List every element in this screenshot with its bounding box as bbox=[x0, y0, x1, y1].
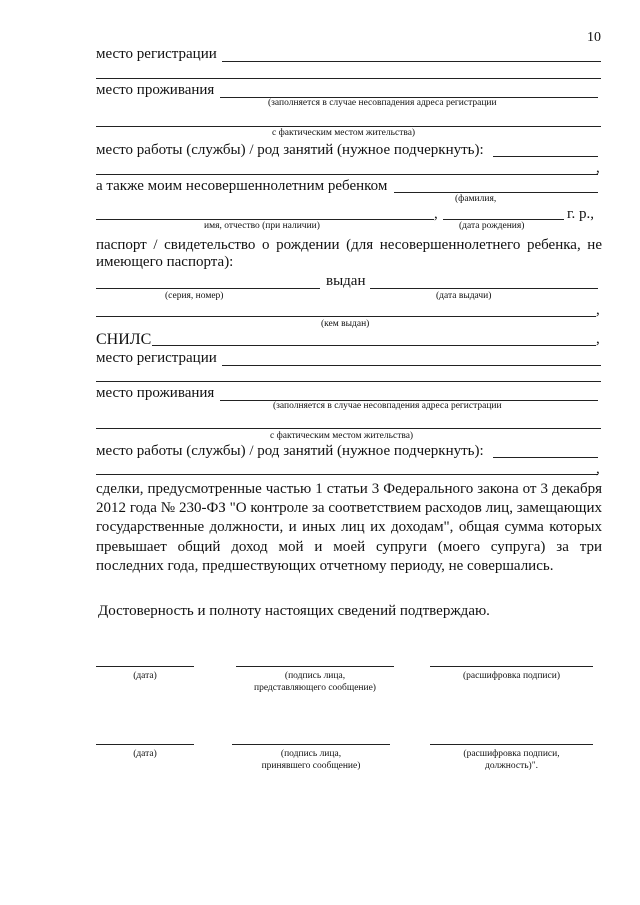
passport-text: паспорт / свидетельство о рождении (для несовершеннолетнего ребенка, не имеющего паспорта): bbox=[96, 237, 602, 270]
work-line-b2-2 bbox=[96, 474, 598, 475]
snils-label: СНИЛС bbox=[96, 331, 152, 348]
decode-caption-2-line2: должность)". bbox=[485, 761, 538, 771]
date-caption-1: (дата) bbox=[133, 671, 157, 681]
date-caption-2: (дата) bbox=[133, 749, 157, 759]
registration-line bbox=[222, 61, 601, 62]
name-caption: имя, отчество (при наличии) bbox=[204, 221, 320, 231]
page-number: 10 bbox=[587, 30, 601, 45]
signature-line-1 bbox=[236, 666, 394, 667]
work-line-b2 bbox=[493, 457, 598, 458]
residence-note-cont: с фактическим местом жительства) bbox=[272, 128, 416, 138]
snils-comma: , bbox=[596, 331, 600, 347]
work-label: место работы (службы) / род занятий (нужное подчеркнуть): bbox=[96, 142, 484, 158]
decode-line-1 bbox=[430, 666, 593, 667]
registration-line-b2-2 bbox=[96, 381, 601, 382]
series-caption: (серия, номер) bbox=[165, 291, 224, 301]
decode-caption-2 bbox=[430, 748, 593, 772]
registration-line-2 bbox=[96, 78, 601, 79]
date-line-1 bbox=[96, 666, 194, 667]
birth-caption: (дата рождения) bbox=[459, 221, 525, 231]
residence-note-2: (заполняется в случае несовпадения адреса регистрации bbox=[273, 401, 502, 411]
issued-by-comma: , bbox=[596, 302, 600, 318]
snils-line bbox=[152, 345, 596, 346]
registration-label: место регистрации bbox=[96, 46, 217, 62]
work-line-2 bbox=[96, 174, 598, 175]
issued-by-line bbox=[96, 316, 596, 317]
signature-caption-1 bbox=[236, 670, 394, 694]
signature-caption-1-line2: представляющего сообщение) bbox=[254, 683, 376, 693]
residence-note: (заполняется в случае несовпадения адреса регистрации bbox=[268, 98, 497, 108]
year-suffix: г. р., bbox=[567, 206, 594, 222]
work-comma-2: , bbox=[596, 461, 600, 477]
registration-line-b2 bbox=[222, 365, 601, 366]
work-line bbox=[493, 156, 598, 157]
child-label: а также моим несовершеннолетним ребенком bbox=[96, 178, 388, 194]
decode-caption-1: (расшифровка подписи) bbox=[463, 671, 560, 681]
decode-caption-2-line1: (расшифровка подписи, bbox=[463, 749, 560, 759]
name-comma: , bbox=[434, 206, 438, 222]
residence-line-b2-2 bbox=[96, 428, 601, 429]
registration-label-2: место регистрации bbox=[96, 350, 217, 366]
child-name-line bbox=[96, 219, 434, 220]
child-surname-line bbox=[394, 192, 598, 193]
child-birth-line bbox=[443, 219, 564, 220]
issue-date-line bbox=[370, 288, 598, 289]
work-comma: , bbox=[596, 160, 600, 176]
surname-caption: (фамилия, bbox=[455, 194, 497, 204]
residence-note-2-cont: с фактическим местом жительства) bbox=[270, 431, 414, 441]
issued-label: выдан bbox=[326, 273, 366, 289]
passport-series-line bbox=[96, 288, 320, 289]
confirmation-text: Достоверность и полноту настоящих сведений подтверждаю. bbox=[98, 603, 490, 619]
signature-caption-1-line1: (подпись лица, bbox=[284, 671, 346, 681]
signature-line-2 bbox=[232, 744, 390, 745]
work-label-2: место работы (службы) / род занятий (нужное подчеркнуть): bbox=[96, 443, 484, 459]
residence-label-2: место проживания bbox=[96, 385, 215, 401]
decode-line-2 bbox=[430, 744, 593, 745]
signature-caption-2-line1: (подпись лица, bbox=[280, 749, 342, 759]
declaration-paragraph: сделки, предусмотренные частью 1 статьи 3 Федерального закона от 3 декабря 2012 года № 230-ФЗ "О контроле за соответствием расходов лиц, замещающих государственные должности, и иных лиц их доходам", общая сумма которых превышает общий доход мой и моей супруги (моего супруга) за три последних года, предшествующих отчетному периоду, не совершались. bbox=[96, 481, 602, 574]
signature-caption-2 bbox=[232, 748, 390, 772]
issued-by-caption: (кем выдан) bbox=[321, 319, 370, 329]
residence-line-2 bbox=[96, 126, 601, 127]
issue-date-caption: (дата выдачи) bbox=[436, 291, 492, 301]
date-line-2 bbox=[96, 744, 194, 745]
signature-caption-2-line2: принявшего сообщение) bbox=[261, 761, 361, 771]
residence-label: место проживания bbox=[96, 82, 215, 98]
